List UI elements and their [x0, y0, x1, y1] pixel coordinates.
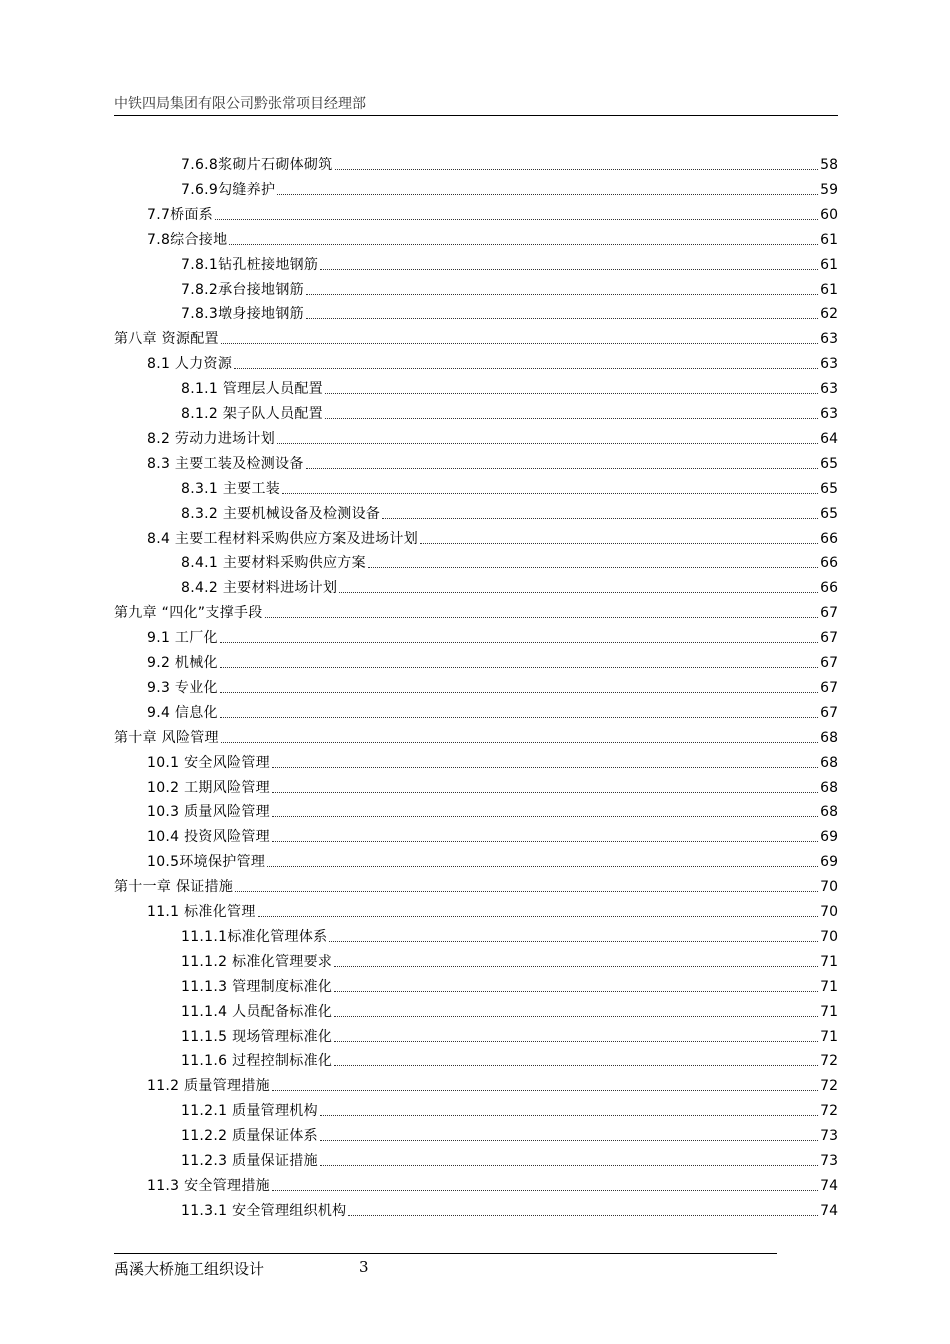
toc-entry-page: 61 — [820, 281, 838, 298]
toc-leader-dots — [382, 518, 818, 519]
toc-entry-title: 8.1 人力资源 — [147, 356, 233, 373]
toc-entry-page: 66 — [820, 580, 838, 597]
toc-entry-page: 62 — [820, 306, 838, 323]
toc-entry-page: 69 — [820, 829, 838, 846]
toc-entry-title: 11.2.3 质量保证措施 — [181, 1153, 318, 1169]
toc-entry-title: 7.8.2承台接地钢筋 — [181, 281, 304, 298]
toc-entry[interactable] — [181, 275, 838, 299]
toc-leader-dots — [215, 219, 818, 220]
toc-entry-title: 11.2 质量管理措施 — [147, 1078, 270, 1095]
toc-entry-title: 11.3.1 安全管理组织机构 — [181, 1202, 347, 1219]
toc-leader-dots — [272, 841, 818, 842]
toc-entry[interactable] — [147, 698, 838, 722]
toc-entry-title: 10.1 安全风险管理 — [147, 754, 270, 771]
toc-entry[interactable] — [181, 1146, 838, 1170]
toc-entry-page: 60 — [820, 206, 838, 223]
toc-entry-page: 68 — [820, 779, 838, 796]
toc-entry[interactable] — [147, 773, 838, 797]
toc-entry[interactable] — [181, 474, 838, 498]
toc-entry[interactable] — [147, 673, 838, 697]
toc-entry-title: 11.1.3 管理制度标准化 — [181, 978, 333, 995]
toc-entry-page: 66 — [820, 555, 838, 572]
toc-entry[interactable] — [147, 200, 838, 224]
footer-divider — [114, 1253, 777, 1254]
toc-leader-dots — [220, 717, 818, 718]
toc-entry-title: 11.3 安全管理措施 — [147, 1177, 270, 1194]
toc-entry-title: 11.1.4 人员配备标准化 — [181, 1003, 333, 1020]
toc-entry[interactable] — [147, 847, 838, 871]
toc-leader-dots — [320, 269, 818, 270]
toc-entry-page: 73 — [820, 1153, 838, 1169]
toc-leader-dots — [220, 642, 818, 643]
toc-entry-page: 63 — [820, 331, 838, 348]
toc-entry[interactable] — [147, 225, 838, 249]
toc-leader-dots — [334, 966, 818, 967]
toc-entry[interactable] — [147, 524, 838, 548]
toc-entry[interactable] — [181, 250, 838, 274]
toc-entry-page: 63 — [820, 356, 838, 373]
footer-page-number: 3 — [359, 1258, 369, 1276]
toc-leader-dots — [306, 294, 818, 295]
toc-entry-page: 61 — [820, 231, 838, 248]
toc-entry-title: 9.2 机械化 — [147, 655, 218, 671]
toc-entry-title: 11.1.6 过程控制标准化 — [181, 1053, 333, 1070]
toc-entry-title: 7.6.9勾缝养护 — [181, 181, 276, 198]
toc-leader-dots — [320, 1115, 818, 1116]
toc-entry-title: 9.1 工厂化 — [147, 630, 218, 647]
toc-entry[interactable] — [147, 822, 838, 846]
toc-entry[interactable] — [147, 648, 838, 672]
toc-entry[interactable] — [147, 897, 838, 921]
footer-doc-title: 禹溪大桥施工组织设计 — [114, 1260, 265, 1278]
toc-entry-page: 67 — [820, 655, 838, 671]
toc-entry-title: 8.4 主要工程材料采购供应方案及进场计划 — [147, 530, 419, 547]
toc-entry-title: 第十一章 保证措施 — [114, 879, 234, 896]
toc-entry-page: 70 — [820, 928, 838, 945]
toc-entry[interactable] — [147, 623, 838, 647]
toc-leader-dots — [235, 891, 818, 892]
toc-entry[interactable] — [181, 1096, 838, 1120]
toc-entry[interactable] — [114, 324, 838, 348]
toc-entry-page: 67 — [820, 630, 838, 647]
toc-entry-title: 11.1.1标准化管理体系 — [181, 928, 328, 945]
toc-leader-dots — [339, 592, 818, 593]
toc-entry-title: 10.2 工期风险管理 — [147, 779, 270, 796]
toc-entry[interactable] — [181, 947, 838, 971]
toc-leader-dots — [334, 991, 818, 992]
toc-entry[interactable] — [181, 972, 838, 996]
toc-leader-dots — [272, 1190, 818, 1191]
toc-entry-title: 7.8综合接地 — [147, 231, 228, 248]
toc-leader-dots — [282, 493, 818, 494]
toc-entry-title: 11.1.2 标准化管理要求 — [181, 953, 333, 970]
toc-entry[interactable] — [181, 299, 838, 323]
toc-entry-page: 74 — [820, 1202, 838, 1219]
toc-entry-title: 7.7桥面系 — [147, 206, 214, 223]
toc-entry-page: 66 — [820, 530, 838, 547]
toc-leader-dots — [220, 692, 818, 693]
toc-leader-dots — [229, 244, 818, 245]
toc-entry[interactable] — [181, 150, 838, 174]
toc-leader-dots — [368, 567, 818, 568]
toc-entry-title: 8.3 主要工装及检测设备 — [147, 455, 304, 472]
toc-entry-page: 68 — [820, 804, 838, 821]
toc-entry-page: 74 — [820, 1177, 838, 1194]
toc-leader-dots — [277, 443, 818, 444]
toc-entry-title: 7.8.3墩身接地钢筋 — [181, 306, 304, 323]
toc-leader-dots — [320, 1140, 818, 1141]
toc-entry[interactable] — [114, 723, 838, 747]
toc-leader-dots — [420, 543, 818, 544]
toc-entry-title: 10.4 投资风险管理 — [147, 829, 270, 846]
toc-entry-title: 8.4.2 主要材料进场计划 — [181, 580, 338, 597]
toc-entry-page: 67 — [820, 679, 838, 696]
page-header: 中铁四局集团有限公司黔张常项目经理部 — [114, 93, 838, 116]
toc-entry-title: 8.4.1 主要材料采购供应方案 — [181, 555, 366, 572]
toc-leader-dots — [335, 169, 819, 170]
toc-entry-page: 69 — [820, 854, 838, 871]
toc-entry-page: 64 — [820, 430, 838, 447]
toc-entry[interactable] — [147, 797, 838, 821]
toc-entry[interactable] — [114, 598, 838, 622]
toc-entry-page: 63 — [820, 406, 838, 422]
toc-entry[interactable] — [181, 922, 838, 946]
toc-leader-dots — [334, 1016, 818, 1017]
toc-leader-dots — [334, 1041, 818, 1042]
toc-leader-dots — [220, 667, 818, 668]
toc-entry-page: 70 — [820, 904, 838, 920]
toc-entry-title: 8.1.1 管理层人员配置 — [181, 381, 323, 398]
toc-entry-title: 第九章 “四化”支撑手段 — [114, 605, 263, 622]
toc-entry-title: 10.3 质量风险管理 — [147, 804, 270, 821]
toc-entry-title: 11.2.2 质量保证体系 — [181, 1128, 318, 1145]
toc-leader-dots — [272, 767, 818, 768]
toc-entry[interactable] — [147, 349, 838, 373]
toc-entry[interactable] — [181, 1121, 838, 1145]
toc-leader-dots — [221, 742, 818, 743]
toc-entry-page: 72 — [820, 1103, 838, 1120]
toc-entry-title: 11.1.5 现场管理标准化 — [181, 1028, 333, 1045]
toc-leader-dots — [277, 194, 818, 195]
toc-leader-dots — [306, 468, 819, 469]
toc-entry-title: 11.1 标准化管理 — [147, 904, 256, 920]
toc-entry-page: 71 — [820, 953, 838, 970]
toc-entry[interactable] — [181, 997, 838, 1021]
toc-entry-page: 70 — [820, 879, 838, 896]
toc-entry-page: 61 — [820, 256, 838, 273]
toc-entry-title: 7.8.1钻孔桩接地钢筋 — [181, 256, 319, 273]
toc-entry-page: 72 — [820, 1078, 838, 1095]
toc-entry-page: 67 — [820, 704, 838, 721]
toc-entry[interactable] — [181, 573, 838, 597]
toc-leader-dots — [348, 1215, 818, 1216]
toc-entry-page: 73 — [820, 1128, 838, 1145]
toc-entry[interactable] — [147, 424, 838, 448]
toc-entry-title: 8.2 劳动力进场计划 — [147, 430, 276, 447]
toc-entry-title: 8.3.1 主要工装 — [181, 480, 281, 497]
toc-leader-dots — [325, 393, 818, 394]
toc-leader-dots — [265, 617, 819, 618]
toc-entry[interactable] — [181, 374, 838, 398]
toc-entry[interactable] — [181, 1046, 838, 1070]
toc-entry[interactable] — [181, 1022, 838, 1046]
toc-entry-page: 58 — [820, 157, 838, 173]
toc-entry[interactable] — [181, 548, 838, 572]
toc-entry-title: 9.3 专业化 — [147, 679, 218, 696]
toc-entry-title: 10.5环境保护管理 — [147, 854, 266, 871]
toc-entry-page: 71 — [820, 1003, 838, 1020]
toc-entry[interactable] — [147, 1071, 838, 1095]
toc-entry[interactable] — [147, 1171, 838, 1195]
toc-entry-title: 7.6.8浆砌片石砌体砌筑 — [181, 157, 333, 173]
toc-leader-dots — [329, 941, 818, 942]
toc-entry-page: 59 — [820, 181, 838, 198]
toc-leader-dots — [272, 792, 818, 793]
toc-entry[interactable] — [181, 1196, 838, 1220]
toc-entry-title: 8.3.2 主要机械设备及检测设备 — [181, 505, 381, 522]
toc-leader-dots — [272, 1090, 818, 1091]
toc-leader-dots — [234, 368, 818, 369]
toc-entry-page: 65 — [820, 480, 838, 497]
toc-entry-page: 71 — [820, 978, 838, 995]
toc-entry[interactable] — [181, 175, 838, 199]
toc-entry-page: 68 — [820, 754, 838, 771]
toc-entry-page: 71 — [820, 1028, 838, 1045]
toc-entry-title: 第八章 资源配置 — [114, 331, 219, 348]
toc-leader-dots — [221, 343, 818, 344]
toc-entry-title: 8.1.2 架子队人员配置 — [181, 406, 323, 422]
toc-entry-title: 11.2.1 质量管理机构 — [181, 1103, 318, 1120]
toc-leader-dots — [258, 916, 819, 917]
toc-entry[interactable] — [114, 872, 838, 896]
toc-leader-dots — [325, 418, 818, 419]
toc-entry[interactable] — [181, 399, 838, 423]
toc-entry-title: 第十章 风险管理 — [114, 729, 219, 746]
toc-leader-dots — [267, 866, 818, 867]
toc-entry[interactable] — [147, 748, 838, 772]
toc-entry-page: 72 — [820, 1053, 838, 1070]
toc-entry-page: 65 — [820, 455, 838, 472]
toc-leader-dots — [334, 1065, 818, 1066]
toc-leader-dots — [320, 1165, 818, 1166]
toc-entry-title: 9.4 信息化 — [147, 704, 218, 721]
toc-leader-dots — [306, 318, 818, 319]
toc-entry-page: 67 — [820, 605, 838, 622]
toc-entry-page: 63 — [820, 381, 838, 398]
toc-entry[interactable] — [181, 499, 838, 523]
toc-entry-page: 65 — [820, 505, 838, 522]
toc-entry[interactable] — [147, 449, 838, 473]
toc-entry-page: 68 — [820, 729, 838, 746]
toc-leader-dots — [272, 816, 818, 817]
